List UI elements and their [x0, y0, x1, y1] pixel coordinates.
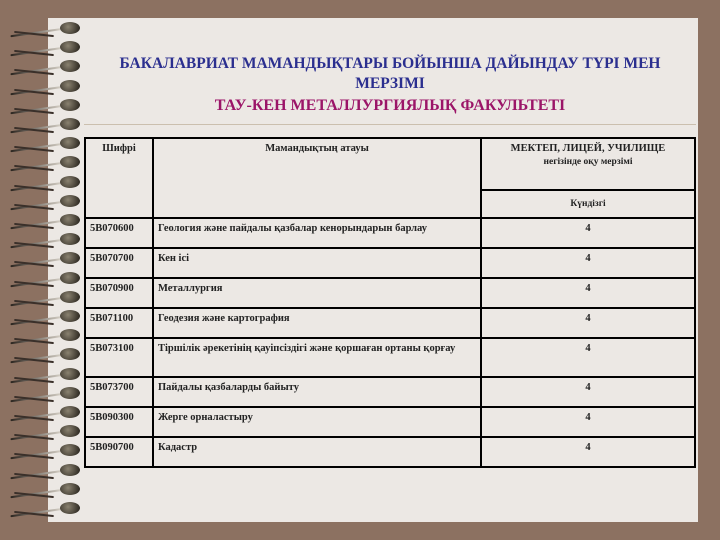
header-duration-line1: МЕКТЕП, ЛИЦЕЙ, УЧИЛИЩЕ — [510, 143, 666, 154]
spiral-ring-icon — [10, 425, 80, 439]
spiral-ring-icon — [10, 41, 80, 55]
table-row — [85, 278, 695, 308]
spiral-ring-icon — [10, 272, 80, 286]
cell-code: 5B073100 — [85, 338, 153, 377]
spiral-ring-icon — [10, 195, 80, 209]
cell-name: Пайдалы қазбаларды байыту — [153, 377, 481, 407]
spiral-ring-icon — [10, 464, 80, 478]
table-row — [85, 218, 695, 248]
spiral-ring-icon — [10, 22, 80, 36]
cell-code: 5B090300 — [85, 407, 153, 437]
cell-name: Тіршілік әрекетінің қауіпсіздігі және қоршаған ортаны қорғау — [153, 338, 481, 377]
spiral-ring-icon — [10, 444, 80, 458]
cell-code: 5B071100 — [85, 308, 153, 338]
cell-years: 4 — [481, 377, 695, 407]
cell-name: Кадастр — [153, 437, 481, 467]
specialties-table — [84, 137, 696, 468]
cell-code: 5B070600 — [85, 218, 153, 248]
spiral-ring-icon — [10, 406, 80, 420]
spiral-ring-icon — [10, 483, 80, 497]
cell-code: 5B073700 — [85, 377, 153, 407]
cell-name: Жерге орналастыру — [153, 407, 481, 437]
cell-years: 4 — [481, 248, 695, 278]
table-row — [85, 377, 695, 407]
cell-name: Кен ісі — [153, 248, 481, 278]
header-form: Күндізгі — [481, 190, 695, 218]
spiral-ring-icon — [10, 502, 80, 516]
spiral-ring-icon — [10, 214, 80, 228]
spiral-ring-icon — [10, 118, 80, 132]
table-row — [85, 338, 695, 377]
cell-years: 4 — [481, 338, 695, 377]
divider — [84, 124, 696, 125]
cell-code: 5B090700 — [85, 437, 153, 467]
cell-name: Геодезия және картография — [153, 308, 481, 338]
cell-code: 5B070700 — [85, 248, 153, 278]
spiral-ring-icon — [10, 329, 80, 343]
header-code: Шифрі — [85, 138, 153, 218]
spiral-ring-icon — [10, 99, 80, 113]
spiral-ring-icon — [10, 310, 80, 324]
spiral-ring-icon — [10, 387, 80, 401]
spiral-ring-icon — [10, 80, 80, 94]
spiral-ring-icon — [10, 137, 80, 151]
faculty-title: ТАУ-КЕН МЕТАЛЛУРГИЯЛЫҚ ФАКУЛЬТЕТІ — [214, 97, 566, 114]
spiral-ring-icon — [10, 348, 80, 362]
spiral-ring-icon — [10, 291, 80, 305]
header-duration-line2: негізінде оқу мерзімі — [543, 157, 633, 167]
table-row — [85, 308, 695, 338]
cell-years: 4 — [481, 278, 695, 308]
spiral-ring-icon — [10, 368, 80, 382]
spiral-ring-icon — [10, 156, 80, 170]
header-name: Мамандықтың атауы — [153, 138, 481, 218]
cell-years: 4 — [481, 308, 695, 338]
cell-years: 4 — [481, 407, 695, 437]
cell-name: Металлургия — [153, 278, 481, 308]
table-row — [85, 437, 695, 467]
cell-code: 5B070900 — [85, 278, 153, 308]
spiral-ring-icon — [10, 233, 80, 247]
cell-years: 4 — [481, 218, 695, 248]
page-title: БАКАЛАВРИАТ МАМАНДЫҚТАРЫ БОЙЫНША ДАЙЫНДАУ ТҮРІ МЕН МЕРЗІМІ — [119, 55, 661, 92]
spiral-ring-icon — [10, 176, 80, 190]
spiral-ring-icon — [10, 60, 80, 74]
table-row — [85, 248, 695, 278]
header-duration — [481, 138, 695, 190]
table-row — [85, 407, 695, 437]
cell-years: 4 — [481, 437, 695, 467]
spiral-ring-icon — [10, 252, 80, 266]
cell-name: Геология және пайдалы қазбалар кенорындарын барлау — [153, 218, 481, 248]
